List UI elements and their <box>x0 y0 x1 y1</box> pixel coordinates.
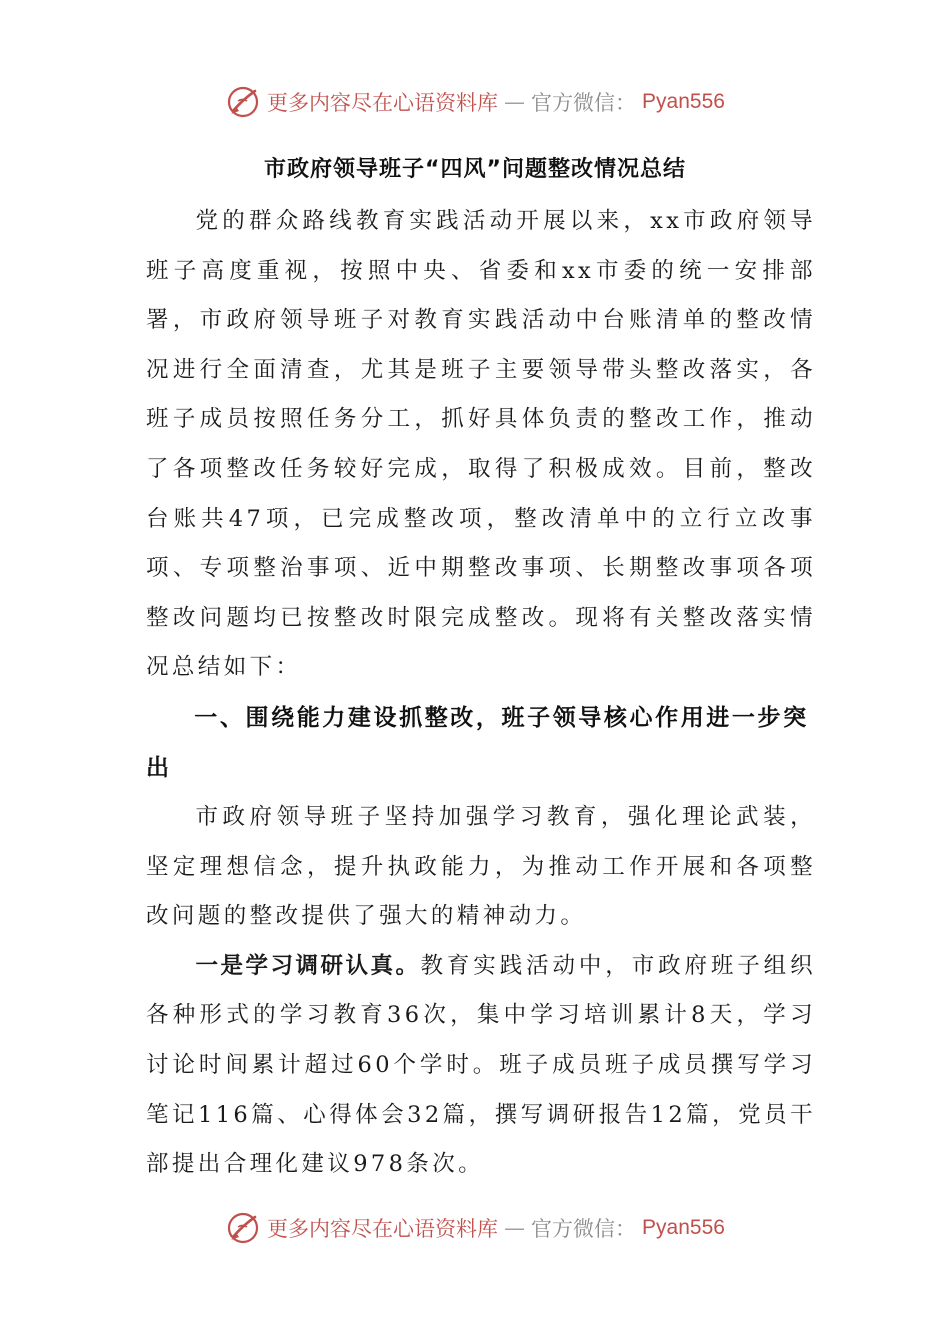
watermark-footer <box>0 1208 950 1248</box>
intro-paragraph: 党的群众路线教育实践活动开展以来，xx市政府领导班子高度重视，按照中央、省委和xx市委的统一安排部署，市政府领导班子对教育实践活动中台账清单的整改情况进行全面清查，尤其是班子主要领导带头整改落实，各班子成员按照任务分工，抓好具体负责的整改工作，推动了各项整改任务较好完成，取得了积极成效。目前，整改台账共47项，已完成整改项，整改清单中的立行立改事项、专项整治事项、近中期整改事项、长期整改事项各项整改问题均已按整改时限完成整改。现将有关整改落实情况总结如下： <box>146 208 816 681</box>
item-lead: 一是学习调研认真。 <box>195 952 421 979</box>
pen-circle-logo-icon <box>225 1210 261 1246</box>
watermark-dash: — <box>504 1216 526 1240</box>
watermark-label: 官方微信： <box>531 1217 637 1241</box>
document-title: 市政府领导班子“四风”问题整改情况总结 <box>264 157 686 182</box>
section-paragraph: 市政府领导班子坚持加强学习教育，强化理论武装，坚定理想信念，提升执政能力，为推动工作开展和各项整改问题的整改提供了强大的精神动力。 <box>146 803 816 930</box>
pen-circle-logo-icon <box>225 84 261 120</box>
document-body <box>146 197 816 1190</box>
watermark-id: Pyan556 <box>642 90 725 113</box>
section-heading: 一、围绕能力建设抓整改，班子领导核心作用进一步突出 <box>146 704 809 781</box>
watermark-label: 官方微信： <box>531 91 637 115</box>
item-paragraph <box>146 942 816 1190</box>
watermark-header <box>0 82 950 122</box>
watermark-brand: 更多内容尽在心语资料库 <box>267 91 499 115</box>
watermark-id: Pyan556 <box>642 1216 725 1239</box>
watermark-brand: 更多内容尽在心语资料库 <box>267 1217 499 1241</box>
item-body: 教育实践活动中，市政府班子组织各种形式的学习教育36次，集中学习培训累计8天，学习讨论时间累计超过60个学时。班子成员班子成员撰写学习笔记116篇、心得体会32篇，撰写调研报告12篇，党员干部提出合理化建议978条次。 <box>146 952 816 1178</box>
watermark-dash: — <box>504 90 526 114</box>
